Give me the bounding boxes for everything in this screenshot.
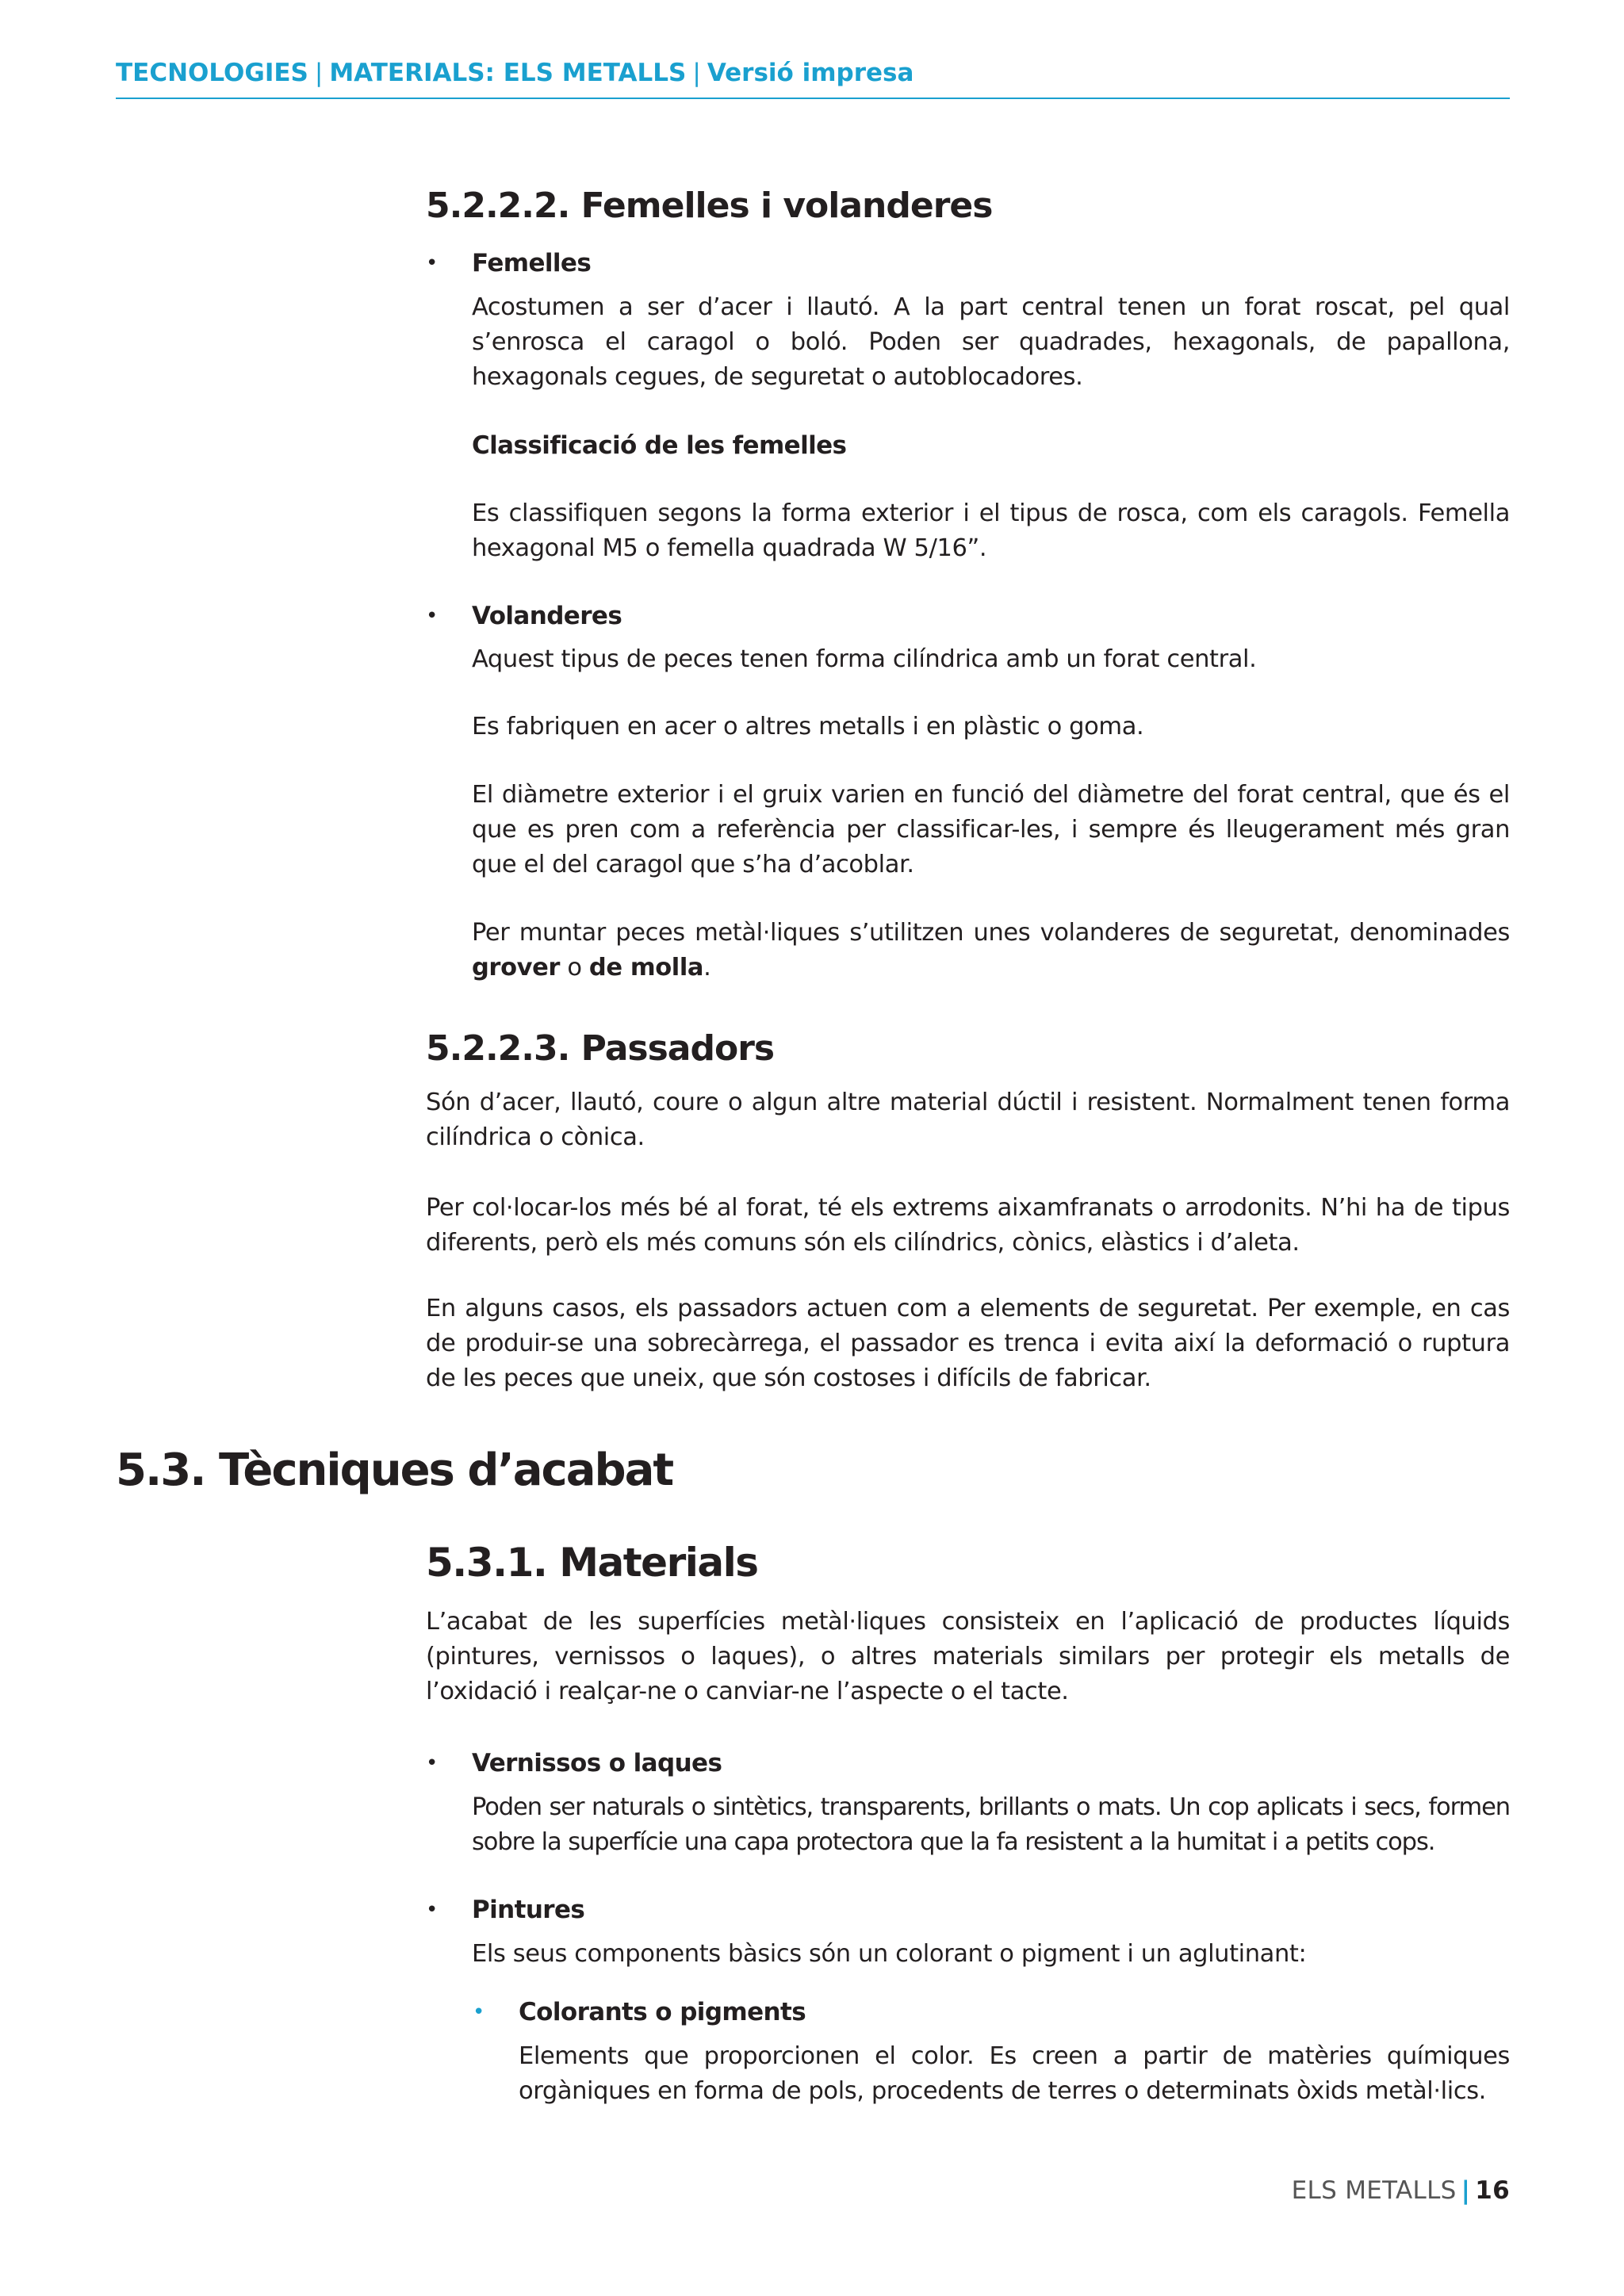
paragraph-colorants: Elements que proporcionen el color. Es creen a partir de matèries químiques orgàniques en forma de pols, procedents de terres o determinats òxids metàl·lics. — [519, 2042, 1510, 2105]
paragraph-passadors-3: En alguns casos, els passadors actuen com a elements de seguretat. Per exemple, en cas de produir-se una sobrecàrrega, el passador es trenca i evita així la deformació o ruptura de les peces que uneix, que són costoses i difícils de fabricar. — [426, 1295, 1510, 1392]
item-label-femelles: Femelles — [472, 249, 592, 277]
bullet-marker: • — [426, 604, 439, 628]
paragraph-volanderes-4: Per muntar peces metàl·liques s’utilitzen unes volanderes de seguretat, denominades grover o de molla. — [472, 919, 1510, 982]
paragraph-passadors-2: Per col·locar-los més bé al forat, té els extrems aixamfranats o arrodonits. N’hi ha de tipus diferents, però els més comuns són els cilíndrics, cònics, elàstics i d’aleta. — [426, 1194, 1510, 1257]
page-number: 16 — [1475, 2176, 1510, 2205]
paragraph-volanderes-2: Es fabriquen en acer o altres metalls i en plàstic o goma. — [472, 713, 1144, 740]
section-heading-531: 5.3.1. Materials — [426, 1540, 758, 1586]
section-heading-5223: 5.2.2.3. Passadors — [426, 1028, 775, 1069]
item-label-pintures: Pintures — [472, 1896, 585, 1924]
section-heading-5222: 5.2.2.2. Femelles i volanderes — [426, 186, 993, 226]
paragraph-femelles-desc: Acostumen a ser d’acer i llautó. A la part central tenen un forat roscat, pel qual s’enrosca el caragol o boló. Poden ser quadrades, hexagonals, de papallona, hexagonals cegues, de seguretat o autoblocadores. — [472, 293, 1510, 391]
paragraph-vernissos: Poden ser naturals o sintètics, transparents, brillants o mats. Un cop aplicats i secs, formen sobre la superfície una capa protectora que la fa resistent a la humitat i a petits cops. — [472, 1793, 1510, 1856]
paragraph-passadors-1: Són d’acer, llautó, coure o algun altre material dúctil i resistent. Normalment tenen forma cilíndrica o cònica. — [426, 1089, 1510, 1151]
header-version: Versió impresa — [707, 59, 914, 87]
item-label-colorants: Colorants o pigments — [519, 1998, 806, 2026]
term-de-molla: de molla — [588, 954, 704, 982]
paragraph-volanderes-1: Aquest tipus de peces tenen forma cilíndrica amb un forat central. — [472, 645, 1257, 673]
paragraph-volanderes-3: El diàmetre exterior i el gruix varien en funció del diàmetre del forat central, que és el que es pren com a referència per classificar-les, i sempre és lleugerament més gran que el del caragol que s’ha d’acoblar. — [472, 781, 1510, 878]
bullet-marker: • — [426, 1898, 439, 1922]
paragraph-materials-intro: L’acabat de les superfícies metàl·liques consisteix en l’aplicació de productes líquids (pintures, vernissos o laques), o altres materials similars per protegir els metalls de l’oxidació i realçar-ne o canviar-ne l’aspecte o el tacte. — [426, 1608, 1510, 1705]
bullet-marker: • — [426, 1751, 439, 1775]
item-label-vernissos: Vernissos o laques — [472, 1749, 722, 1777]
header-separator: | — [692, 59, 701, 87]
header-rule — [116, 98, 1510, 99]
footer-label: ELS METALLS — [1291, 2176, 1457, 2205]
page-footer — [1189, 2176, 1510, 2205]
bullet-marker-sub: • — [473, 2000, 485, 2024]
term-grover: grover — [472, 954, 561, 982]
paragraph-classificacio: Es classifiquen segons la forma exterior i el tipus de rosca, com els caragols. Femella hexagonal M5 o femella quadrada W 5/16”. — [472, 499, 1510, 562]
running-header — [116, 59, 1510, 87]
bullet-marker: • — [426, 251, 439, 275]
header-separator: | — [314, 59, 324, 87]
header-subject: TECNOLOGIES — [116, 59, 308, 87]
header-topic: MATERIALS: ELS METALLS — [329, 59, 687, 87]
subheading-classificacio: Classificació de les femelles — [472, 431, 847, 460]
footer-separator: | — [1461, 2176, 1471, 2205]
chapter-heading-53: 5.3. Tècniques d’acabat — [116, 1445, 673, 1496]
paragraph-pintures: Els seus components bàsics són un colorant o pigment i un aglutinant: — [472, 1940, 1307, 1968]
item-label-volanderes: Volanderes — [472, 602, 622, 630]
